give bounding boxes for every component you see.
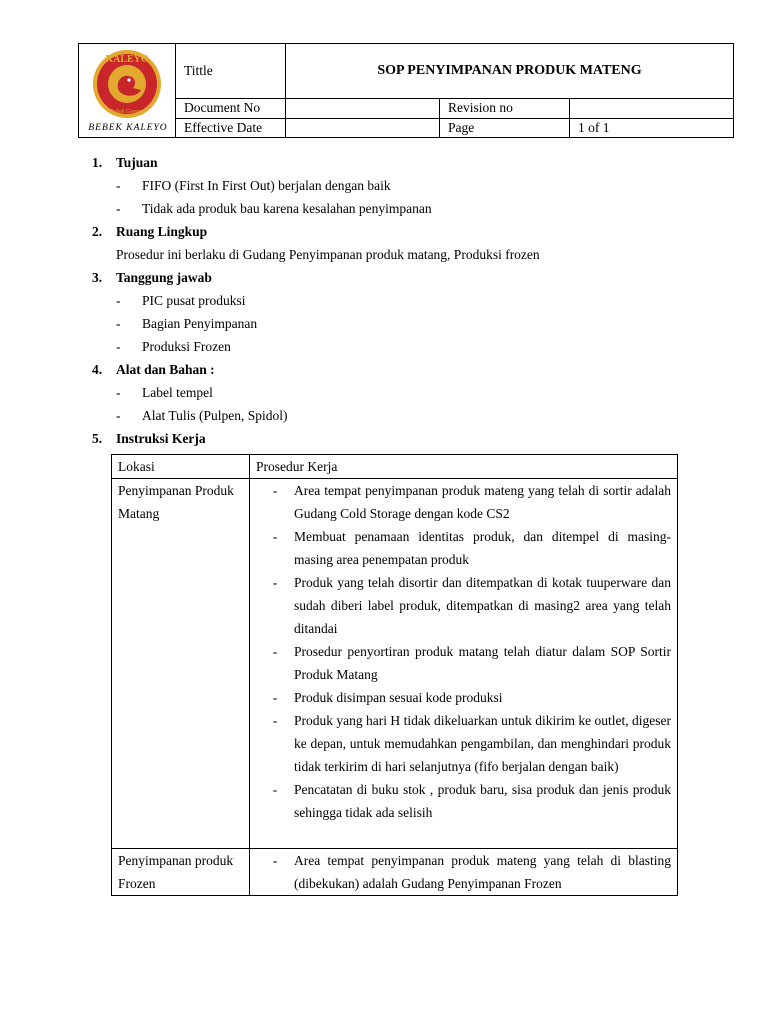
section-instruksi-kerja-heading: 5. Instruksi Kerja (92, 431, 206, 446)
document-no-label: Document No (176, 99, 286, 119)
document-no-value (286, 99, 440, 119)
section-alat-bahan-heading: 4. Alat dan Bahan : (92, 362, 215, 377)
lokasi-cell: Penyimpanan produk Frozen (112, 849, 250, 896)
procedure-step: - Produk yang hari H tidak dikeluarkan untuk dikirim ke outlet, digeser ke depan, untuk memudahkan pengambilan, dan menghindari produk tidak terkirim di hari selanjutnya (fifo berjalan dengan baik) (272, 713, 671, 774)
procedure-step: - Area tempat penyimpanan produk mateng yang telah di blasting (dibekukan) adalah Gudang Penyimpanan Frozen (272, 853, 671, 891)
list-item: - Label tempel (116, 385, 213, 400)
table-row (112, 849, 678, 896)
prosedur-cell (250, 479, 678, 849)
procedure-step: - Prosedur penyortiran produk matang telah diatur dalam SOP Sortir Produk Matang (272, 644, 671, 682)
section-ruang-lingkup-heading: 2. Ruang Lingkup (92, 224, 208, 239)
table-header-row (112, 455, 678, 479)
procedure-step: - Produk yang telah disortir dan ditempatkan di kotak tuuperware dan sudah diberi label produk, ditempatkan di masing2 area yang telah ditandai (272, 575, 671, 636)
list-item: - FIFO (First In First Out) berjalan dengan baik (116, 178, 391, 193)
procedure-step: - Area tempat penyimpanan produk mateng yang telah di sortir adalah Gudang Cold Storage dengan kode CS2 (272, 483, 671, 521)
procedure-step: - Pencatatan di buku stok , produk baru, sisa produk dan jenis produk sehingga tidak ada selisih (272, 782, 671, 820)
procedure-step: - Produk disimpan sesuai kode produksi (272, 690, 503, 705)
instruksi-kerja-table (111, 454, 678, 896)
section-tanggung-jawab-heading: 3. Tanggung jawab (92, 270, 212, 285)
effective-date-label: Effective Date (176, 119, 286, 138)
duck-logo-icon (85, 47, 169, 121)
list-item: - Tidak ada produk bau karena kesalahan penyimpanan (116, 201, 432, 216)
effective-date-value (286, 119, 440, 138)
revision-value (570, 99, 734, 119)
section-tujuan-heading: 1. Tujuan (92, 155, 158, 170)
logo-cell (79, 44, 176, 138)
list-item: - Alat Tulis (Pulpen, Spidol) (116, 408, 288, 423)
page-value: 1 of 1 (570, 119, 734, 138)
title-label: Tittle (176, 44, 286, 99)
page-label: Page (440, 119, 570, 138)
ruang-lingkup-text: Prosedur ini berlaku di Gudang Penyimpanan produk matang, Produksi frozen (116, 247, 540, 262)
list-item: - Produksi Frozen (116, 339, 231, 354)
logo-name: KALEYO (105, 53, 149, 65)
procedure-step: - Membuat penamaan identitas produk, dan ditempel di masing-masing area penempatan produk (272, 529, 671, 567)
logo-tagline: BEBEK KALEYO (88, 123, 168, 134)
lokasi-cell: Penyimpanan Produk Matang (112, 479, 250, 849)
column-header-lokasi: Lokasi (112, 455, 250, 479)
list-item: - PIC pusat produksi (116, 293, 246, 308)
column-header-prosedur: Prosedur Kerja (250, 455, 678, 479)
document-title: SOP PENYIMPANAN PRODUK MATENG (286, 44, 734, 99)
list-item: - Bagian Penyimpanan (116, 316, 258, 331)
company-logo (79, 45, 175, 137)
table-row (112, 479, 678, 849)
document-body (92, 151, 692, 450)
revision-label: Revision no (440, 99, 570, 119)
document-header (78, 43, 734, 138)
logo-subtext: Bebek Goreng (109, 108, 145, 115)
prosedur-cell (250, 849, 678, 896)
